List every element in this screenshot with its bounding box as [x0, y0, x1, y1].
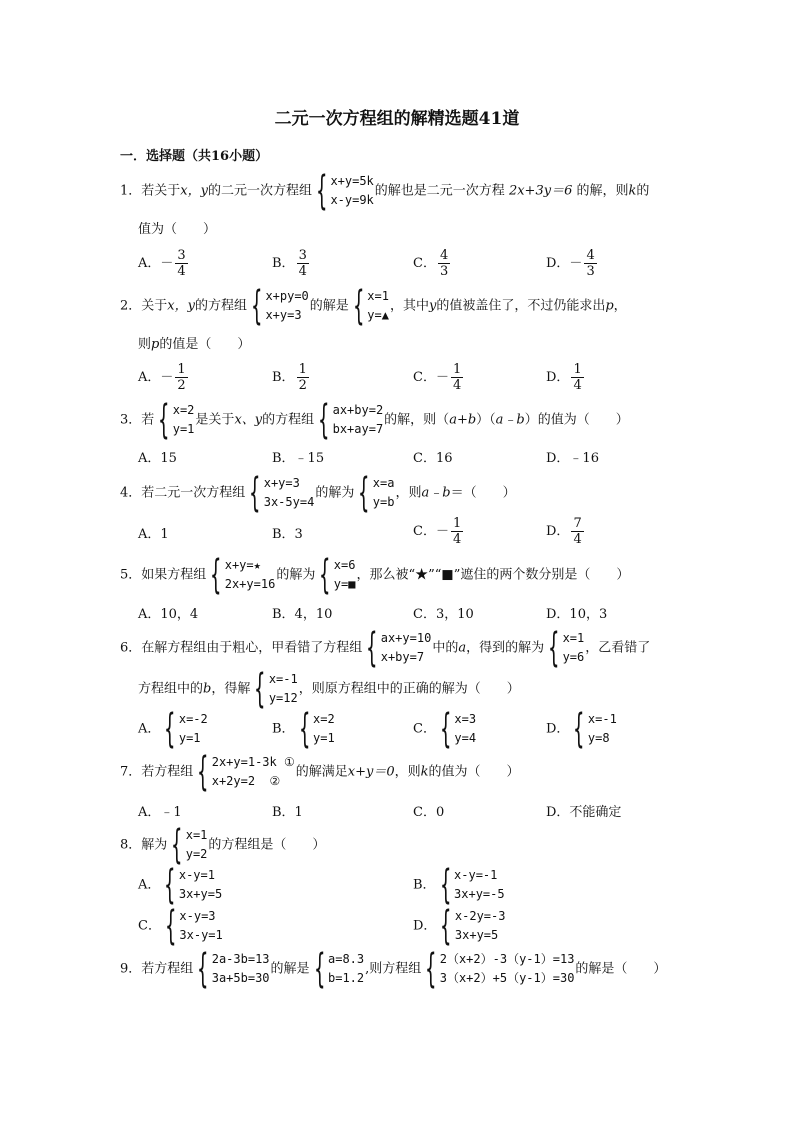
- equation-rows: [265, 287, 308, 325]
- q5-option-d: D．10，3: [546, 607, 608, 622]
- q1-equation: 2x+3y＝6: [508, 183, 573, 199]
- fraction-numerator: 1: [573, 362, 582, 377]
- text-fragment: 3x+y=5: [178, 887, 223, 901]
- brace: {: [352, 283, 365, 329]
- text-fragment: D．: [413, 918, 437, 934]
- q2-option-b: [272, 362, 311, 393]
- fraction: [451, 516, 463, 547]
- text-fragment: x+by=7: [380, 650, 425, 664]
- text-fragment: C．－: [413, 370, 449, 385]
- question-7: [120, 749, 520, 795]
- text-fragment: B．: [272, 256, 295, 271]
- equation-system: [162, 903, 223, 949]
- q5-option-c: C．3，10: [413, 607, 474, 622]
- q6-option-b: [272, 706, 336, 752]
- text-fragment: 的解是: [309, 298, 349, 314]
- question-6: [120, 625, 651, 671]
- text-fragment: ax+y=10: [380, 631, 432, 645]
- brace: {: [164, 903, 177, 949]
- q8-option-a: [138, 862, 223, 908]
- section-heading: 一．选择题（共16小题）: [120, 149, 269, 164]
- text-fragment: A．: [138, 721, 161, 737]
- fraction: [297, 248, 309, 279]
- fraction: [451, 362, 463, 393]
- text-fragment: C．－: [413, 524, 449, 539]
- question-5: [120, 552, 630, 598]
- question-8: [120, 822, 326, 868]
- page-title: 二元一次方程组的解精选题41道: [274, 109, 520, 129]
- q9-system-2: [422, 946, 575, 992]
- q5-option-a: A．10，4: [138, 607, 199, 622]
- equation-rows: [373, 474, 395, 512]
- equation-rows: [313, 710, 335, 748]
- brace: {: [164, 706, 176, 752]
- text-fragment: 的解满足: [295, 764, 348, 780]
- text-fragment: y=■: [333, 577, 356, 591]
- equation-system: [437, 706, 477, 752]
- equation-rows: [264, 474, 315, 512]
- equation-rows: [588, 710, 617, 748]
- text-fragment: 3x+y=5: [454, 928, 499, 942]
- text-fragment: x、y: [234, 412, 263, 428]
- q3-option-a: A．15: [138, 451, 177, 466]
- q4-option-c: [413, 516, 465, 547]
- q3-option-c: C．16: [413, 451, 453, 466]
- equation-rows: [334, 556, 356, 594]
- text-fragment: ,则方程组: [365, 961, 422, 977]
- question-4: [120, 470, 516, 516]
- brace: {: [439, 862, 452, 908]
- q4-option-a: A．1: [138, 527, 169, 542]
- text-fragment: x=1: [367, 289, 389, 303]
- text-fragment: C．: [138, 918, 161, 934]
- q1-option-c: [413, 248, 452, 279]
- text-fragment: 的解为: [276, 567, 316, 583]
- q7-option-d: D．不能确定: [546, 805, 622, 820]
- equation-rows: [212, 950, 270, 988]
- text-fragment: x-y=3: [179, 909, 216, 923]
- text-fragment: A．: [138, 877, 161, 893]
- fraction: [571, 516, 583, 547]
- q1-option-b: [272, 248, 311, 279]
- q6-line2: [138, 666, 520, 712]
- q1-option-d: [546, 248, 599, 279]
- text-fragment: x=2: [313, 712, 335, 726]
- text-fragment: y=b: [372, 495, 395, 509]
- text-fragment: x=6: [333, 558, 356, 572]
- q9-solution: [311, 946, 365, 992]
- fraction-denominator: 4: [452, 532, 462, 547]
- text-fragment: x=1: [185, 828, 208, 842]
- text-fragment: k: [420, 764, 429, 780]
- text-fragment: 的值是（ ）: [159, 337, 251, 352]
- question-9: [120, 946, 667, 992]
- q5-system: [207, 552, 276, 598]
- text-fragment: 的方程组是（ ）: [208, 837, 326, 853]
- fraction-numerator: 4: [439, 248, 449, 263]
- q2-option-c: [413, 362, 465, 393]
- q4-option-d: [546, 516, 586, 547]
- text-fragment: 6．在解方程组由于粗心，甲看错了方程组: [120, 640, 363, 656]
- fraction-denominator: 4: [452, 378, 462, 393]
- q6-option-a: [138, 706, 209, 752]
- brace: {: [197, 749, 209, 795]
- fraction-denominator: 3: [586, 264, 595, 279]
- brace: {: [164, 862, 176, 908]
- brace: {: [573, 706, 585, 752]
- equation-rows: [455, 907, 506, 945]
- fraction-numerator: 1: [452, 362, 462, 377]
- text-fragment: ）（: [476, 412, 496, 428]
- q2-solution: [350, 283, 389, 329]
- text-fragment: 是关于: [195, 412, 235, 428]
- text-fragment: 2x+y=16: [224, 577, 276, 591]
- equation: x+y=5k: [330, 174, 374, 188]
- text-fragment: x-2y=-3: [454, 909, 506, 923]
- brace: {: [210, 552, 222, 598]
- text-fragment: 的值被盖住了，不过仍能求出: [436, 298, 606, 314]
- q3-option-d: D．﹣16: [546, 451, 599, 466]
- text-fragment: ，: [613, 298, 627, 314]
- text-fragment: x=1: [562, 631, 585, 645]
- text-fragment: y=4: [454, 731, 477, 745]
- fraction-numerator: 3: [298, 248, 307, 263]
- text-fragment: y=1: [178, 731, 201, 745]
- q1-system: [313, 168, 374, 214]
- brace: {: [313, 946, 326, 992]
- q7-system: [194, 749, 295, 795]
- q1-option-a: [138, 248, 190, 279]
- text-fragment: y=2: [185, 847, 208, 861]
- q9-system: [194, 946, 270, 992]
- brace: {: [548, 625, 560, 671]
- equation-rows: [330, 172, 373, 210]
- q8-option-c: [138, 903, 224, 949]
- equation-rows: [328, 950, 364, 988]
- q4-option-b: B．3: [272, 527, 303, 542]
- text-fragment: 3a+5b=30: [211, 971, 270, 985]
- q6-system: [363, 625, 432, 671]
- fraction: [571, 362, 583, 393]
- q1-vars: x，y: [180, 183, 208, 199]
- text-fragment: D．: [546, 721, 570, 737]
- equation-rows: [212, 753, 295, 791]
- q8-solution: [168, 822, 208, 868]
- equation-rows: [440, 950, 575, 988]
- text-fragment: x+y=3: [263, 476, 300, 490]
- equation-rows: [563, 629, 585, 667]
- q6-option-d: [546, 706, 618, 752]
- text-fragment: 2（x+2）-3（y-1）=13: [439, 952, 575, 966]
- text-fragment: x+2y=2 ②: [211, 774, 281, 788]
- equation-rows: [333, 401, 384, 439]
- brace: {: [425, 946, 437, 992]
- text-fragment: 则: [138, 337, 152, 352]
- text-fragment: 3x-y=1: [179, 928, 223, 942]
- q3-option-b: B．﹣15: [272, 451, 325, 466]
- text-fragment: 的解是: [270, 961, 310, 977]
- text-fragment: p: [605, 298, 614, 314]
- text-fragment: ，则: [395, 485, 422, 501]
- text-fragment: A．－: [138, 370, 174, 385]
- text-fragment: 的解，则（: [384, 412, 450, 428]
- text-fragment: y=▲: [367, 308, 389, 322]
- fraction-denominator: 2: [298, 378, 307, 393]
- brace: {: [318, 397, 330, 443]
- text-fragment: y: [428, 298, 437, 314]
- text-fragment: x+y=★: [224, 558, 261, 572]
- text-fragment: ax+by=2: [332, 403, 384, 417]
- text-fragment: a: [458, 640, 467, 656]
- text-fragment: ，则原方程组中的正确的解为（ ）: [298, 681, 520, 697]
- text-fragment: 4．若二元一次方程组: [120, 485, 246, 501]
- text-fragment: bx+ay=7: [332, 422, 384, 436]
- brace: {: [319, 552, 331, 598]
- text-fragment: B．: [413, 877, 436, 893]
- q7-option-c: C．0: [413, 805, 445, 820]
- fraction-denominator: 4: [573, 532, 582, 547]
- text-fragment: 3x-5y=4: [263, 495, 315, 509]
- brace: {: [249, 470, 261, 516]
- fraction-denominator: 4: [177, 264, 186, 279]
- text-fragment: 2a-3b=13: [211, 952, 270, 966]
- text-fragment: x+y=3: [265, 308, 302, 322]
- text-fragment: 方程组中的: [138, 681, 204, 697]
- text-fragment: x-y=-1: [454, 868, 498, 882]
- equation-system: [161, 706, 208, 752]
- text-fragment: ）的值为（ ）: [524, 412, 629, 428]
- q6-solution-1: [545, 625, 585, 671]
- text-fragment: 8．解为: [120, 837, 168, 853]
- q1-text: 的: [636, 183, 650, 199]
- q4-solution: [355, 470, 395, 516]
- q1-text: 的解也是二元一次方程: [374, 183, 505, 199]
- text-fragment: 7．若方程组: [120, 764, 194, 780]
- q7-option-b: B．1: [272, 805, 303, 820]
- equation-system: [570, 706, 617, 752]
- text-fragment: x-y=1: [178, 868, 215, 882]
- text-fragment: ，乙看错了: [585, 640, 651, 656]
- text-fragment: C．: [413, 256, 436, 271]
- brace: {: [298, 706, 311, 752]
- text-fragment: a+b: [449, 412, 477, 428]
- question-2: [120, 283, 627, 329]
- equation-rows: [173, 401, 195, 439]
- text-fragment: x+py=0: [265, 289, 309, 303]
- q2-system: [248, 283, 309, 329]
- fraction-numerator: 1: [298, 362, 307, 377]
- equation-rows: [367, 287, 389, 325]
- equation-rows: [454, 710, 476, 748]
- text-fragment: a﹣b: [495, 412, 525, 428]
- q1-line2: 值为（ ）: [138, 222, 217, 237]
- equation-rows: [179, 866, 222, 904]
- text-fragment: 2．关于: [120, 298, 168, 314]
- brace: {: [439, 706, 452, 752]
- question-3: [120, 397, 629, 443]
- text-fragment: 的值为（ ）: [428, 764, 520, 780]
- text-fragment: y=1: [172, 422, 195, 436]
- q1-text: 1．若关于: [120, 183, 181, 199]
- equation-rows: [179, 710, 208, 748]
- text-fragment: D．: [546, 524, 570, 539]
- text-fragment: 3（x+2）+5（y-1）=30: [439, 971, 575, 985]
- text-fragment: 3x+y=-5: [454, 887, 505, 901]
- text-fragment: x，y: [167, 298, 195, 314]
- text-fragment: y=12: [268, 691, 298, 705]
- fraction: [175, 362, 187, 393]
- text-fragment: B．: [272, 721, 295, 737]
- text-fragment: ，那么被“★”“■”遮住的两个数分别是（ ）: [356, 567, 630, 583]
- text-fragment: D．: [546, 370, 570, 385]
- q1-text: 的解，则: [576, 183, 629, 199]
- q2-option-a: [138, 362, 190, 393]
- text-fragment: x=-2: [178, 712, 208, 726]
- brace: {: [358, 470, 370, 516]
- fraction: [438, 248, 450, 279]
- q1-var-k: k: [628, 183, 637, 199]
- brace: {: [254, 666, 266, 712]
- q7-option-a: A．﹣1: [138, 805, 182, 820]
- text-fragment: A．－: [138, 256, 174, 271]
- text-fragment: ＝（ ）: [450, 485, 516, 501]
- brace: {: [158, 397, 170, 443]
- fraction-denominator: 4: [298, 264, 307, 279]
- q4-system: [246, 470, 315, 516]
- q8-option-b: [413, 862, 506, 908]
- fraction-numerator: 7: [573, 516, 582, 531]
- question-1: [120, 168, 650, 214]
- text-fragment: 中的: [432, 640, 459, 656]
- brace: {: [197, 946, 209, 992]
- text-fragment: y=8: [587, 731, 610, 745]
- text-fragment: 9．若方程组: [120, 961, 194, 977]
- equation-rows: [269, 670, 298, 708]
- equation-system: [296, 706, 335, 752]
- q1-text: 的二元一次方程组: [207, 183, 312, 199]
- q5-option-b: B．4，10: [272, 607, 333, 622]
- equation-rows: [186, 826, 208, 864]
- text-fragment: 3．若: [120, 412, 155, 428]
- text-fragment: x=3: [454, 712, 477, 726]
- text-fragment: 的方程组: [194, 298, 247, 314]
- q5-solution: [316, 552, 356, 598]
- text-fragment: x=-1: [587, 712, 617, 726]
- fraction-denominator: 3: [439, 264, 449, 279]
- text-fragment: D．－: [546, 256, 583, 271]
- fraction: [297, 362, 309, 393]
- q8-option-d: [413, 903, 506, 949]
- text-fragment: C．: [413, 721, 436, 737]
- q3-solution: [155, 397, 195, 443]
- brace: {: [250, 283, 263, 329]
- text-fragment: y=1: [313, 731, 335, 745]
- fraction-numerator: 1: [177, 362, 186, 377]
- text-fragment: 2x+y=1-3k ①: [211, 755, 295, 769]
- q2-line2: [138, 333, 250, 352]
- q2-option-d: [546, 362, 586, 393]
- fraction: [175, 248, 187, 279]
- text-fragment: 的解为: [315, 485, 355, 501]
- text-fragment: 的方程组: [262, 412, 315, 428]
- text-fragment: x+y＝0: [347, 764, 395, 780]
- text-fragment: b: [203, 681, 212, 697]
- text-fragment: ，则: [394, 764, 421, 780]
- text-fragment: 的解是（ ）: [575, 961, 667, 977]
- equation-system: [437, 862, 505, 908]
- text-fragment: a=8.3: [328, 952, 365, 966]
- equation-rows: [179, 907, 222, 945]
- text-fragment: y=6: [562, 650, 585, 664]
- text-fragment: x=a: [372, 476, 395, 490]
- fraction-numerator: 4: [586, 248, 595, 263]
- text-fragment: ，得到的解为: [466, 640, 545, 656]
- text-fragment: B．: [272, 370, 295, 385]
- text-fragment: 5．如果方程组: [120, 567, 207, 583]
- q3-system: [315, 397, 384, 443]
- fraction: [584, 248, 596, 279]
- text-fragment: a﹣b: [421, 485, 451, 501]
- equation-rows: [454, 866, 505, 904]
- equation-rows: [381, 629, 432, 667]
- brace: {: [440, 903, 452, 949]
- fraction-denominator: 2: [177, 378, 186, 393]
- equation: x-y=9k: [330, 193, 374, 207]
- q6-option-c: [413, 706, 477, 752]
- text-fragment: x=2: [172, 403, 195, 417]
- equation-rows: [225, 556, 276, 594]
- text-fragment: b=1.2: [328, 971, 365, 985]
- text-fragment: p: [151, 337, 160, 352]
- q6-solution-2: [251, 666, 298, 712]
- fraction-numerator: 1: [452, 516, 462, 531]
- text-fragment: ，得解: [211, 681, 251, 697]
- text-fragment: ，其中: [389, 298, 429, 314]
- fraction-denominator: 4: [573, 378, 582, 393]
- equation-system: [161, 862, 223, 908]
- fraction-numerator: 3: [177, 248, 186, 263]
- text-fragment: x=-1: [268, 672, 298, 686]
- brace: {: [315, 168, 328, 214]
- brace: {: [366, 625, 378, 671]
- brace: {: [171, 822, 183, 868]
- equation-system: [437, 903, 506, 949]
